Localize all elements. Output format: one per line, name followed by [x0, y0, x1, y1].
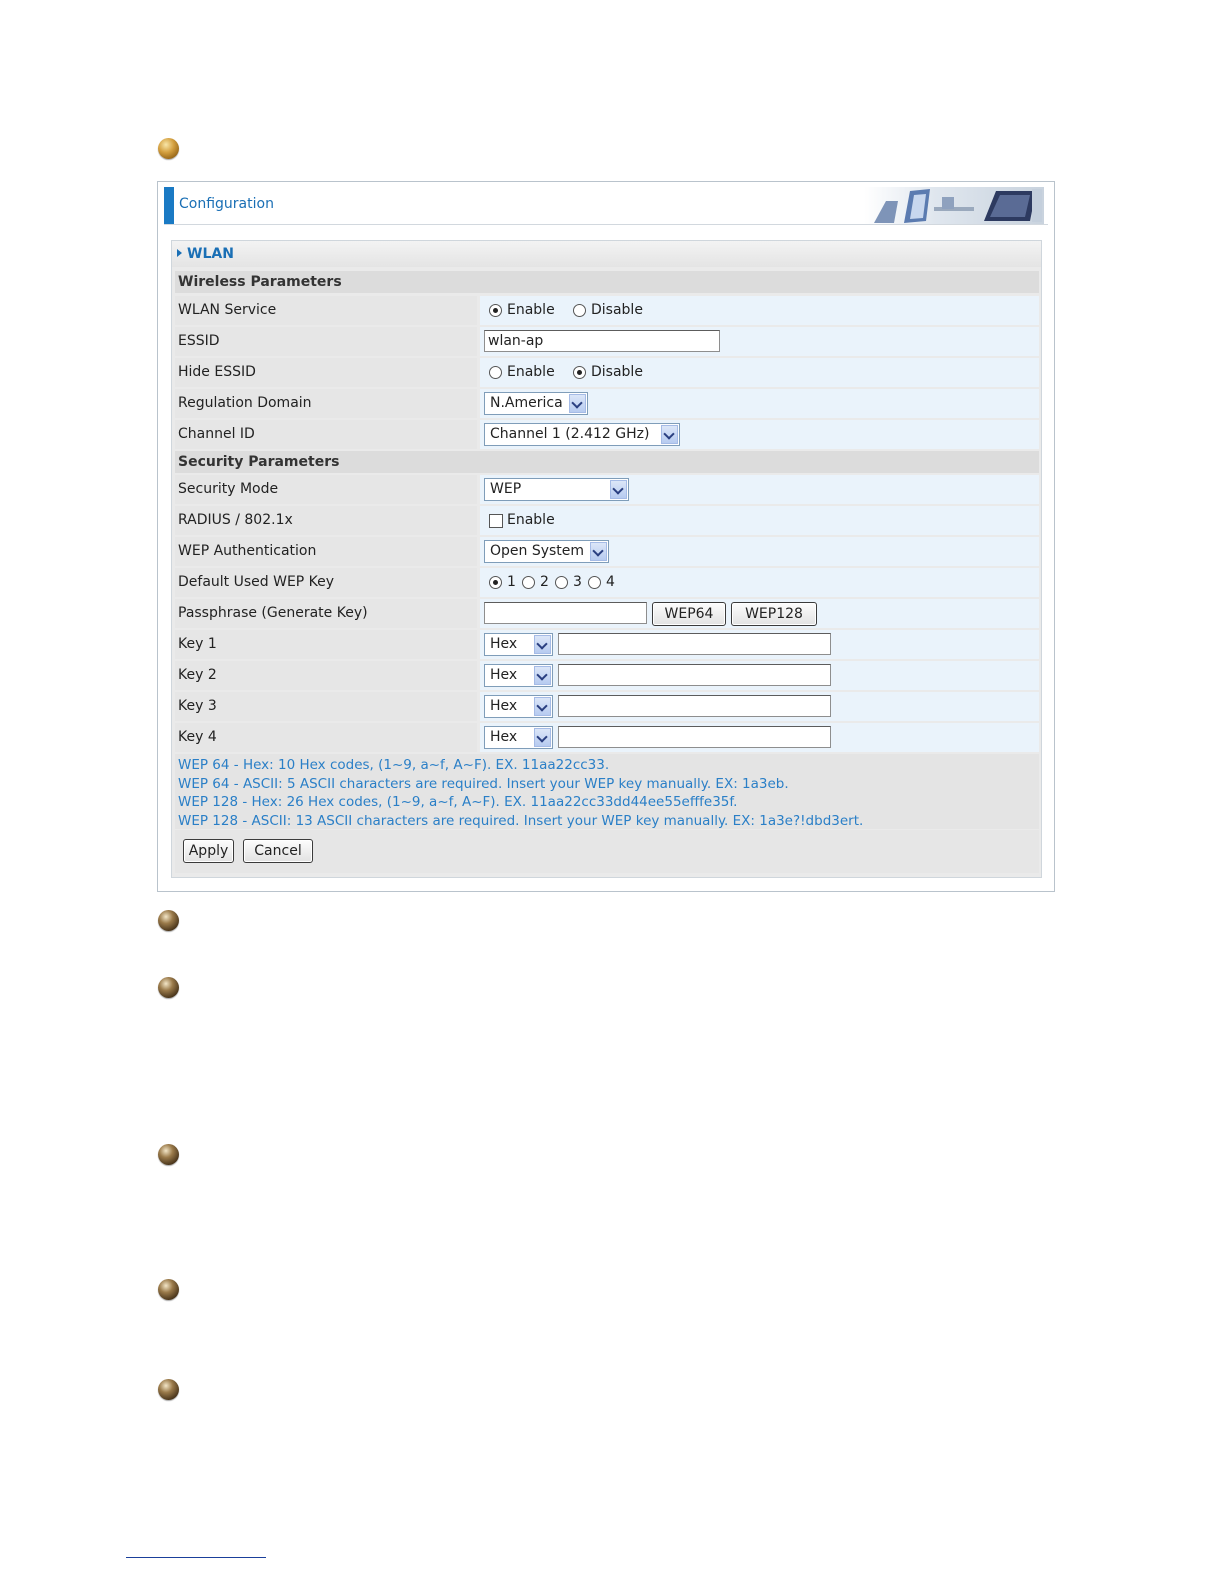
wep-authentication-value: Open System [490, 543, 585, 559]
wep-authentication-label: WEP Authentication [175, 537, 477, 566]
default-key-3-radio[interactable] [555, 576, 568, 589]
apply-button[interactable]: Apply [183, 839, 234, 863]
dropdown-arrow-icon [534, 697, 551, 716]
default-key-3-label: 3 [573, 574, 582, 590]
row-hide-essid [175, 358, 1039, 387]
bullet-icon [158, 1379, 179, 1400]
radius-enable-label: Enable [507, 512, 555, 528]
configuration-frame [157, 181, 1055, 892]
wlan-service-disable-label: Disable [591, 302, 643, 318]
security-mode-value: WEP [490, 481, 522, 497]
wep-authentication-select[interactable] [484, 540, 609, 563]
row-default-wep-key [175, 568, 1039, 597]
key-1-label: Key 1 [175, 630, 477, 659]
note-line: WEP 128 - ASCII: 13 ASCII characters are required. Insert your WEP key manually. EX: 1a3e?!dbd3ert. [178, 812, 864, 829]
default-key-2-radio[interactable] [522, 576, 535, 589]
config-header [164, 186, 1048, 225]
dropdown-arrow-icon [661, 425, 678, 444]
key-4-label: Key 4 [175, 723, 477, 752]
key-3-label: Key 3 [175, 692, 477, 721]
regulation-domain-label: Regulation Domain [175, 389, 477, 418]
regulation-domain-select[interactable] [484, 392, 588, 415]
default-wep-key-label: Default Used WEP Key [175, 568, 477, 597]
channel-id-select[interactable] [484, 423, 680, 446]
note-line: WEP 64 - Hex: 10 Hex codes, (1~9, a~f, A~F). EX. 11aa22cc33. [178, 757, 610, 773]
key-3-format-value: Hex [490, 698, 518, 714]
channel-id-value: Channel 1 (2.412 GHz) [490, 426, 650, 442]
key-2-input[interactable] [558, 664, 831, 686]
row-key-3 [175, 692, 1039, 721]
key-2-format-select[interactable] [484, 664, 553, 687]
expand-arrow-icon [177, 249, 182, 257]
note-line: WEP 64 - ASCII: 5 ASCII characters are required. Insert your WEP key manually. EX: 1a3eb. [178, 775, 789, 792]
row-radius [175, 506, 1039, 535]
default-key-1-radio[interactable] [489, 576, 502, 589]
dropdown-arrow-icon [610, 480, 627, 499]
wlan-service-enable-label: Enable [507, 302, 555, 318]
header-accent-bar [164, 187, 174, 224]
row-wlan-service [175, 296, 1039, 325]
security-mode-select[interactable] [484, 478, 629, 501]
wep128-button[interactable]: WEP128 [731, 602, 817, 626]
note-line: WEP 128 - Hex: 26 Hex codes, (1~9, a~f, A~F). EX. 11aa22cc33dd44ee55efffe35f. [178, 794, 738, 810]
essid-input[interactable]: wlan-ap [484, 330, 720, 352]
key-2-format-value: Hex [490, 667, 518, 683]
hide-essid-enable-radio[interactable] [489, 366, 502, 379]
key-2-label: Key 2 [175, 661, 477, 690]
cancel-button[interactable]: Cancel [243, 839, 313, 863]
wlan-service-enable-radio[interactable] [489, 304, 502, 317]
key-1-input[interactable] [558, 633, 831, 655]
key-4-input[interactable] [558, 726, 831, 748]
bullet-icon [158, 910, 179, 931]
row-passphrase [175, 599, 1039, 628]
radius-enable-checkbox[interactable] [489, 514, 503, 528]
header-title: Configuration [179, 196, 274, 212]
default-key-4-label: 4 [606, 574, 615, 590]
default-key-2-label: 2 [540, 574, 549, 590]
essid-label: ESSID [175, 327, 477, 356]
security-parameters-heading: Security Parameters [175, 451, 1039, 473]
row-channel-id [175, 420, 1039, 449]
key-1-format-select[interactable] [484, 633, 553, 656]
header-computer-illustration [864, 187, 1044, 224]
bullet-icon [158, 138, 179, 159]
footer-rule [126, 1557, 266, 1558]
default-key-1-label: 1 [507, 574, 516, 590]
dropdown-arrow-icon [569, 394, 586, 413]
security-mode-label: Security Mode [175, 475, 477, 504]
wlan-panel [171, 240, 1042, 878]
key-3-input[interactable] [558, 695, 831, 717]
row-key-2 [175, 661, 1039, 690]
dropdown-arrow-icon [590, 542, 607, 561]
wireless-parameters-heading: Wireless Parameters [175, 271, 1039, 293]
wep-key-notes [175, 754, 1039, 829]
dropdown-arrow-icon [534, 635, 551, 654]
key-1-format-value: Hex [490, 636, 518, 652]
wep64-button[interactable]: WEP64 [652, 602, 726, 626]
hide-essid-disable-label: Disable [591, 364, 643, 380]
row-regulation-domain [175, 389, 1039, 418]
row-wep-authentication [175, 537, 1039, 566]
dropdown-arrow-icon [534, 728, 551, 747]
passphrase-input[interactable] [484, 602, 647, 624]
bullet-icon [158, 977, 179, 998]
row-key-4 [175, 723, 1039, 752]
passphrase-label: Passphrase (Generate Key) [175, 599, 477, 628]
key-4-format-select[interactable] [484, 726, 553, 749]
dropdown-arrow-icon [534, 666, 551, 685]
hide-essid-disable-radio[interactable] [573, 366, 586, 379]
form-actions [175, 830, 1039, 873]
row-essid [175, 327, 1039, 356]
key-3-format-select[interactable] [484, 695, 553, 718]
hide-essid-label: Hide ESSID [175, 358, 477, 387]
wlan-section-header[interactable] [172, 241, 1041, 267]
bullet-icon [158, 1144, 179, 1165]
radius-label: RADIUS / 802.1x [175, 506, 477, 535]
bullet-icon [158, 1279, 179, 1300]
regulation-domain-value: N.America [490, 395, 563, 411]
hide-essid-enable-label: Enable [507, 364, 555, 380]
channel-id-label: Channel ID [175, 420, 477, 449]
wlan-service-disable-radio[interactable] [573, 304, 586, 317]
row-security-mode [175, 475, 1039, 504]
wlan-service-label: WLAN Service [175, 296, 477, 325]
default-key-4-radio[interactable] [588, 576, 601, 589]
key-4-format-value: Hex [490, 729, 518, 745]
row-key-1 [175, 630, 1039, 659]
wlan-section-title: WLAN [187, 246, 234, 262]
